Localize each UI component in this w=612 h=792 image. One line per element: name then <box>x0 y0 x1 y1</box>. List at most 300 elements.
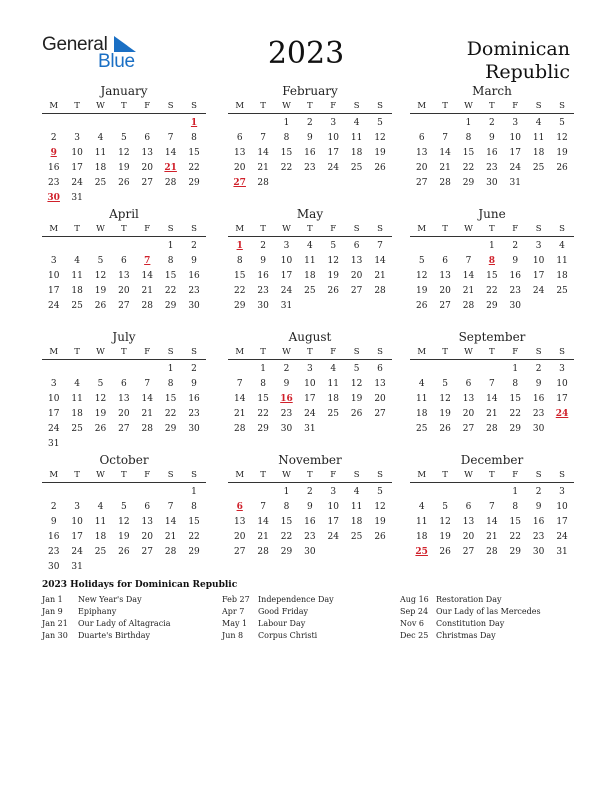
day-cell: 23 <box>509 286 521 296</box>
day-cell: 17 <box>509 148 521 158</box>
day-cell: 1 <box>465 118 472 128</box>
day-cell: 10 <box>532 256 545 266</box>
day-cell: 20 <box>350 271 363 281</box>
holiday-day-cell: 1 <box>190 118 198 128</box>
day-cell: 18 <box>94 532 107 542</box>
day-cell: 20 <box>118 409 130 419</box>
day-cell: 25 <box>415 424 428 434</box>
day-cell: 21 <box>257 532 269 542</box>
day-cell: 3 <box>283 241 290 251</box>
day-cell: 15 <box>509 394 521 404</box>
day-cell: 14 <box>462 271 475 281</box>
day-cell: 14 <box>439 148 451 158</box>
weekday-label: T <box>260 469 266 480</box>
holiday-date: Dec 25 <box>400 631 429 640</box>
holiday-name: New Year's Day <box>78 595 142 604</box>
day-cell: 18 <box>327 394 339 404</box>
day-cell: 7 <box>377 241 383 251</box>
day-cell: 16 <box>304 148 316 158</box>
day-cell: 27 <box>350 286 363 296</box>
day-cell: 26 <box>94 424 107 434</box>
empty-day-cell <box>112 362 135 377</box>
weekday-label: T <box>260 100 266 111</box>
day-cell: 14 <box>141 394 153 404</box>
day-cell: 1 <box>512 364 519 374</box>
day-cell: 4 <box>74 379 80 389</box>
day-cell: 2 <box>50 133 57 143</box>
day-cell: 3 <box>512 118 519 128</box>
weekday-label: T <box>307 100 313 111</box>
month-august <box>228 330 392 437</box>
day-cell: 3 <box>50 379 57 389</box>
empty-day-cell <box>42 116 65 131</box>
day-cell: 16 <box>486 148 498 158</box>
day-cell: 1 <box>191 487 197 497</box>
holiday-name: Duarte's Birthday <box>78 631 150 640</box>
day-cell: 20 <box>439 286 451 296</box>
day-cell: 10 <box>556 379 568 389</box>
holiday-entry <box>222 618 334 630</box>
empty-day-cell <box>433 116 456 131</box>
day-cell: 3 <box>330 487 337 497</box>
weekday-label: S <box>559 223 565 234</box>
empty-day-cell <box>136 362 159 377</box>
day-cell: 17 <box>47 409 60 419</box>
day-cell: 2 <box>307 487 313 497</box>
weekday-label: W <box>282 469 291 480</box>
day-cell: 21 <box>374 271 386 281</box>
day-cell: 6 <box>236 133 243 143</box>
weekday-header <box>228 344 392 360</box>
day-cell: 24 <box>71 178 83 188</box>
weekday-label: F <box>512 223 519 234</box>
day-cell: 8 <box>260 379 266 389</box>
holiday-list-title: 2023 Holidays for Dominican Republic <box>42 580 238 590</box>
day-cell: 10 <box>509 133 521 143</box>
weekday-header <box>228 98 392 114</box>
day-cell: 27 <box>439 301 451 311</box>
day-cell: 23 <box>486 163 498 173</box>
day-cell: 12 <box>415 271 428 281</box>
day-cell: 10 <box>71 517 83 527</box>
day-cell: 10 <box>71 148 83 158</box>
weekday-header <box>410 344 574 360</box>
holiday-name: Independence Day <box>258 595 334 604</box>
day-grid <box>42 362 206 452</box>
weekday-label: S <box>535 346 542 357</box>
day-cell: 30 <box>257 301 269 311</box>
weekday-label: S <box>559 469 565 480</box>
day-cell: 2 <box>260 241 266 251</box>
day-cell: 15 <box>509 517 521 527</box>
day-cell: 24 <box>556 532 568 542</box>
day-cell: 10 <box>327 502 339 512</box>
calendar-year: 2023 <box>267 36 345 71</box>
empty-day-cell <box>136 116 159 131</box>
day-cell: 26 <box>556 163 568 173</box>
empty-day-cell <box>42 362 65 377</box>
holiday-day-cell: 1 <box>236 241 243 251</box>
day-cell: 10 <box>327 133 339 143</box>
empty-day-cell <box>228 485 251 500</box>
day-cell: 20 <box>415 163 428 173</box>
day-cell: 20 <box>233 532 246 542</box>
day-cell: 5 <box>330 241 337 251</box>
weekday-label: S <box>377 100 383 111</box>
weekday-label: T <box>260 223 266 234</box>
holiday-entry <box>222 630 334 642</box>
day-cell: 26 <box>350 409 363 419</box>
holiday-column <box>42 594 171 642</box>
day-cell: 3 <box>307 364 313 374</box>
day-cell: 14 <box>486 517 498 527</box>
day-grid <box>410 485 574 560</box>
empty-day-cell <box>112 239 135 254</box>
weekday-label: T <box>442 223 448 234</box>
day-cell: 17 <box>304 394 316 404</box>
empty-day-cell <box>433 362 456 377</box>
empty-day-cell <box>65 116 88 131</box>
weekday-label: T <box>489 469 495 480</box>
day-cell: 28 <box>374 286 386 296</box>
weekday-label: F <box>144 100 151 111</box>
weekday-label: M <box>49 469 59 480</box>
day-cell: 5 <box>121 502 127 512</box>
day-cell: 9 <box>283 379 290 389</box>
day-cell: 14 <box>374 256 386 266</box>
day-cell: 31 <box>71 193 83 203</box>
empty-day-cell <box>433 485 456 500</box>
holiday-entry <box>400 594 541 606</box>
weekday-label: F <box>144 469 151 480</box>
holiday-list <box>42 578 582 652</box>
day-cell: 4 <box>353 118 360 128</box>
weekday-label: S <box>535 469 542 480</box>
day-cell: 6 <box>442 256 448 266</box>
day-cell: 9 <box>535 379 542 389</box>
day-cell: 14 <box>164 148 177 158</box>
holiday-date: Aug 16 <box>400 595 429 604</box>
day-cell: 17 <box>71 532 83 542</box>
month-title: January <box>100 84 148 98</box>
weekday-label: T <box>74 469 80 480</box>
empty-day-cell <box>65 239 88 254</box>
day-cell: 4 <box>418 379 425 389</box>
day-cell: 8 <box>512 379 519 389</box>
month-title: April <box>109 207 139 221</box>
weekday-label: W <box>464 346 473 357</box>
weekday-label: T <box>489 346 495 357</box>
holiday-date: Jan 30 <box>42 631 68 640</box>
day-cell: 22 <box>164 409 177 419</box>
day-cell: 7 <box>260 502 266 512</box>
day-cell: 28 <box>486 424 498 434</box>
day-cell: 29 <box>509 424 521 434</box>
weekday-label: F <box>330 346 337 357</box>
day-cell: 11 <box>94 517 107 527</box>
day-cell: 11 <box>415 394 428 404</box>
day-cell: 4 <box>353 487 360 497</box>
day-grid <box>228 485 392 560</box>
day-cell: 15 <box>164 271 177 281</box>
day-cell: 21 <box>486 532 498 542</box>
day-cell: 30 <box>188 424 200 434</box>
day-cell: 6 <box>465 502 472 512</box>
day-cell: 19 <box>94 286 107 296</box>
day-cell: 22 <box>509 532 521 542</box>
weekday-label: T <box>442 469 448 480</box>
day-cell: 31 <box>509 178 521 188</box>
weekday-label: T <box>442 100 448 111</box>
empty-day-cell <box>89 239 112 254</box>
day-cell: 28 <box>164 547 177 557</box>
day-cell: 4 <box>74 256 80 266</box>
holiday-entry <box>400 618 541 630</box>
holiday-name: Epiphany <box>78 607 117 616</box>
weekday-label: M <box>235 223 245 234</box>
empty-day-cell <box>136 485 159 500</box>
weekday-label: M <box>235 469 245 480</box>
day-cell: 12 <box>118 517 130 527</box>
holiday-date: Jun 8 <box>222 631 244 640</box>
day-grid <box>42 116 206 206</box>
day-cell: 1 <box>489 241 495 251</box>
weekday-label: F <box>330 223 337 234</box>
holiday-day-cell: 25 <box>415 547 428 557</box>
day-cell: 12 <box>374 502 386 512</box>
day-cell: 10 <box>556 502 568 512</box>
day-cell: 22 <box>280 163 293 173</box>
day-cell: 16 <box>47 163 60 173</box>
day-cell: 9 <box>191 256 197 266</box>
weekday-header <box>410 98 574 114</box>
day-cell: 24 <box>47 301 60 311</box>
holiday-entry <box>222 606 334 618</box>
day-cell: 7 <box>465 256 472 266</box>
day-cell: 8 <box>191 133 197 143</box>
day-cell: 16 <box>188 271 200 281</box>
holiday-date: Jan 21 <box>42 619 68 628</box>
month-title: July <box>112 330 136 344</box>
weekday-label: W <box>96 346 105 357</box>
day-cell: 18 <box>532 148 545 158</box>
day-cell: 25 <box>532 163 545 173</box>
day-cell: 6 <box>353 241 360 251</box>
weekday-label: S <box>377 346 383 357</box>
day-cell: 30 <box>509 301 521 311</box>
weekday-label: S <box>191 469 197 480</box>
day-cell: 6 <box>144 502 151 512</box>
weekday-label: T <box>74 223 80 234</box>
day-cell: 5 <box>353 364 360 374</box>
day-grid <box>228 362 392 437</box>
empty-day-cell <box>480 485 503 500</box>
weekday-header <box>410 221 574 237</box>
day-cell: 20 <box>374 394 386 404</box>
empty-day-cell <box>410 362 433 377</box>
day-cell: 15 <box>280 148 293 158</box>
holiday-day-cell: 16 <box>280 394 293 404</box>
holiday-day-cell: 30 <box>47 193 60 203</box>
month-title: March <box>472 84 512 98</box>
month-september <box>410 330 574 437</box>
weekday-label: W <box>96 469 105 480</box>
day-cell: 5 <box>121 133 127 143</box>
day-cell: 6 <box>121 256 127 266</box>
day-cell: 12 <box>118 148 130 158</box>
day-cell: 20 <box>118 286 130 296</box>
day-cell: 17 <box>280 271 293 281</box>
day-cell: 12 <box>94 271 107 281</box>
weekday-label: M <box>417 223 427 234</box>
weekday-label: F <box>330 469 337 480</box>
weekday-header <box>42 98 206 114</box>
holiday-name: Christmas Day <box>436 631 496 640</box>
weekday-label: S <box>377 469 383 480</box>
day-cell: 16 <box>47 532 60 542</box>
day-cell: 13 <box>233 517 246 527</box>
day-cell: 28 <box>439 178 451 188</box>
day-cell: 3 <box>50 256 57 266</box>
weekday-label: S <box>167 223 174 234</box>
day-cell: 15 <box>486 271 498 281</box>
day-cell: 19 <box>374 517 386 527</box>
day-cell: 12 <box>94 394 107 404</box>
month-title: December <box>460 453 524 467</box>
day-cell: 21 <box>141 409 153 419</box>
day-cell: 9 <box>535 502 542 512</box>
day-cell: 19 <box>118 532 130 542</box>
empty-day-cell <box>410 485 433 500</box>
empty-day-cell <box>65 485 88 500</box>
day-cell: 25 <box>94 547 107 557</box>
weekday-label: S <box>353 223 360 234</box>
day-cell: 22 <box>462 163 475 173</box>
empty-day-cell <box>433 239 456 254</box>
day-cell: 8 <box>465 133 472 143</box>
day-cell: 22 <box>280 532 293 542</box>
holiday-day-cell: 21 <box>164 163 177 173</box>
day-cell: 14 <box>233 394 246 404</box>
empty-day-cell <box>89 116 112 131</box>
day-cell: 29 <box>188 178 200 188</box>
weekday-label: S <box>191 223 197 234</box>
day-cell: 26 <box>439 424 451 434</box>
day-cell: 4 <box>307 241 313 251</box>
month-november <box>228 453 392 560</box>
weekday-label: S <box>353 469 360 480</box>
holiday-date: Apr 7 <box>222 607 245 616</box>
month-april <box>42 207 206 314</box>
day-cell: 15 <box>257 394 269 404</box>
weekday-label: W <box>96 223 105 234</box>
day-cell: 5 <box>97 256 104 266</box>
day-cell: 26 <box>94 301 107 311</box>
day-cell: 3 <box>74 502 80 512</box>
holiday-day-cell: 8 <box>488 256 495 266</box>
empty-day-cell <box>410 239 433 254</box>
month-october <box>42 453 206 575</box>
day-cell: 9 <box>50 517 57 527</box>
day-cell: 17 <box>327 148 339 158</box>
month-january <box>42 84 206 206</box>
empty-day-cell <box>251 485 274 500</box>
day-cell: 13 <box>141 148 153 158</box>
weekday-label: S <box>535 223 542 234</box>
day-cell: 20 <box>462 532 475 542</box>
day-cell: 28 <box>141 424 153 434</box>
holiday-entry <box>42 606 171 618</box>
day-cell: 25 <box>327 409 339 419</box>
day-cell: 9 <box>260 256 266 266</box>
day-cell: 17 <box>71 163 83 173</box>
day-cell: 26 <box>374 532 386 542</box>
day-cell: 3 <box>330 118 337 128</box>
weekday-label: T <box>489 100 495 111</box>
day-cell: 23 <box>532 532 545 542</box>
day-cell: 29 <box>509 547 521 557</box>
day-cell: 2 <box>50 502 57 512</box>
empty-day-cell <box>457 239 480 254</box>
empty-day-cell <box>65 362 88 377</box>
weekday-header <box>42 221 206 237</box>
day-cell: 6 <box>418 133 425 143</box>
day-cell: 30 <box>280 424 293 434</box>
day-cell: 29 <box>486 301 498 311</box>
day-cell: 13 <box>415 148 428 158</box>
day-cell: 6 <box>121 379 127 389</box>
weekday-label: T <box>121 346 127 357</box>
holiday-name: Restoration Day <box>436 595 502 604</box>
day-cell: 24 <box>327 532 339 542</box>
day-cell: 21 <box>486 409 498 419</box>
day-cell: 3 <box>559 364 565 374</box>
day-cell: 14 <box>164 517 177 527</box>
weekday-label: M <box>417 346 427 357</box>
day-cell: 4 <box>97 502 104 512</box>
day-cell: 18 <box>350 148 363 158</box>
day-cell: 16 <box>188 394 200 404</box>
day-cell: 31 <box>556 547 568 557</box>
day-cell: 7 <box>167 502 174 512</box>
logo-text-blue: Blue <box>98 51 135 72</box>
day-cell: 27 <box>462 547 475 557</box>
weekday-label: M <box>49 100 59 111</box>
day-cell: 28 <box>164 178 177 188</box>
month-december <box>410 453 574 560</box>
day-cell: 26 <box>118 547 130 557</box>
day-cell: 2 <box>191 364 197 374</box>
empty-day-cell <box>457 362 480 377</box>
day-cell: 11 <box>532 133 545 143</box>
day-cell: 29 <box>257 424 269 434</box>
day-cell: 25 <box>350 532 363 542</box>
day-cell: 7 <box>442 133 448 143</box>
day-cell: 28 <box>257 178 269 188</box>
day-cell: 13 <box>439 271 451 281</box>
logo-text-general: General <box>42 34 108 55</box>
month-february <box>228 84 392 191</box>
day-cell: 29 <box>164 301 177 311</box>
weekday-header <box>228 467 392 483</box>
day-cell: 24 <box>532 286 545 296</box>
day-cell: 2 <box>191 241 197 251</box>
empty-day-cell <box>89 485 112 500</box>
day-cell: 18 <box>556 271 568 281</box>
day-cell: 5 <box>377 487 383 497</box>
day-cell: 27 <box>141 547 153 557</box>
day-cell: 24 <box>47 424 60 434</box>
